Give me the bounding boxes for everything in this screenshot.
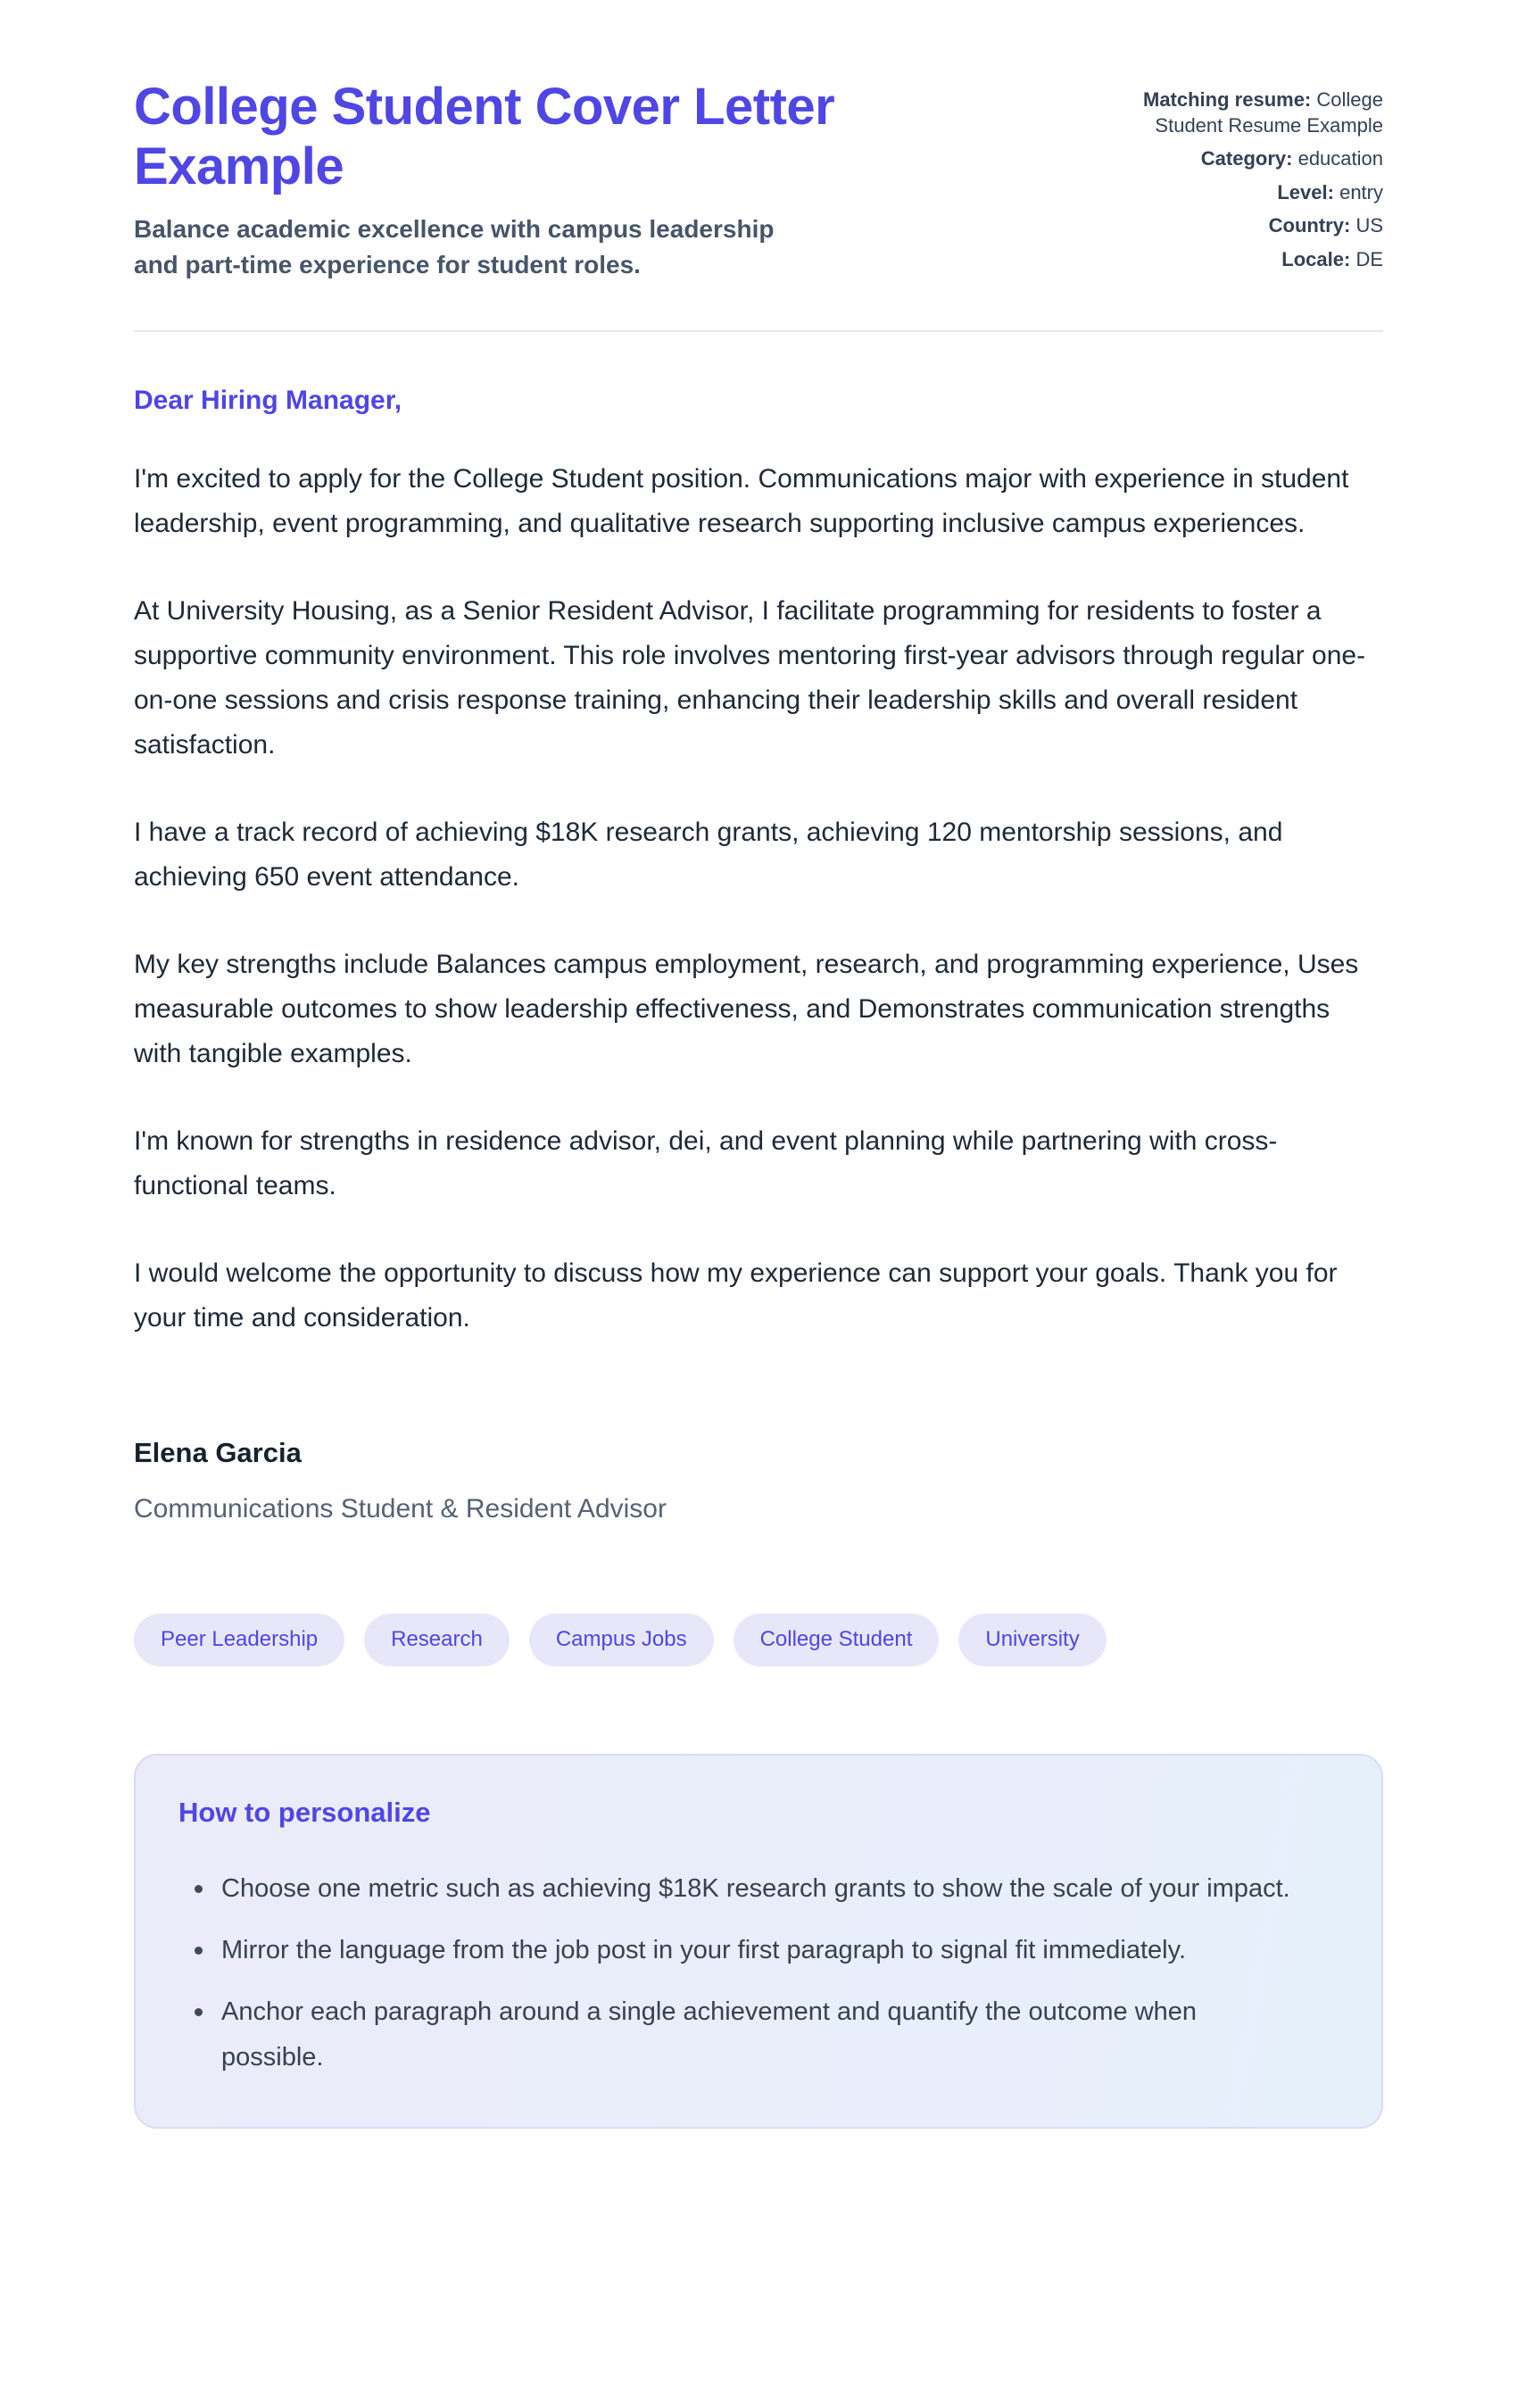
meta-category-label: Category: (1200, 147, 1293, 170)
letter-paragraph: I'm known for strengths in residence advisor, dei, and event planning while partnering with cross-functional teams. (134, 1125, 1278, 1200)
meta-level-value: entry (1339, 180, 1383, 203)
tag-campus-jobs[interactable]: Campus Jobs (529, 1614, 714, 1666)
header (134, 77, 1383, 284)
header-title-block (134, 77, 1053, 284)
meta-locale-value: DE (1355, 247, 1383, 270)
meta-matching-label: Matching resume: (1143, 88, 1312, 111)
personalize-tip: Anchor each paragraph around a single achievement and quantify the outcome when possible. (195, 1989, 1301, 2080)
header-divider (134, 330, 1383, 332)
meta-country-value: US (1355, 214, 1383, 237)
signature-role: Communications Student & Resident Advisor (134, 1493, 667, 1524)
letter-paragraph: I have a track record of achieving $18K research grants, achieving 120 mentorship sessions, and achieving 650 event attendance. (134, 817, 1283, 892)
meta-category (1089, 146, 1383, 172)
meta-country (1089, 213, 1383, 239)
meta-locale (1089, 247, 1383, 273)
meta-matching-resume (1089, 87, 1383, 138)
meta-level (1089, 180, 1383, 206)
signature-name: Elena Garcia (134, 1436, 302, 1468)
cover-letter-page (134, 0, 1383, 2227)
meta-country-label: Country: (1268, 214, 1351, 237)
tag-peer-leadership[interactable]: Peer Leadership (134, 1614, 344, 1666)
page-title: College Student Cover Letter Example (134, 78, 835, 196)
tags-list (134, 1614, 1383, 1666)
letter-greeting: Dear Hiring Manager, (134, 385, 402, 415)
resume-meta (1089, 77, 1383, 281)
personalize-title: How to personalize (178, 1796, 431, 1828)
personalize-tip: Choose one metric such as achieving $18K research grants to show the scale of your impact. (195, 1866, 1301, 1912)
letter-paragraph: At University Housing, as a Senior Resident Advisor, I facilitate programming for residents to foster a supportive community environment. This role involves mentoring first-year advisors through regular one-on-one sessions and crisis response training, enhancing their leadership skills and overall resident satisfaction. (134, 595, 1366, 760)
meta-category-value: education (1297, 147, 1383, 170)
letter-paragraph: My key strengths include Balances campus employment, research, and programming experience, Uses measurable outcomes to show leadership effectiveness, and Demonstrates communication strengths with tangible examples. (134, 949, 1359, 1068)
meta-matching-value: College Student Resume Example (1155, 88, 1383, 137)
letter-paragraph: I would welcome the opportunity to discuss how my experience can support your goals. Thank you for your time and consideration. (134, 1258, 1338, 1333)
personalize-box (134, 1754, 1383, 2129)
signature-block (134, 1437, 1383, 1524)
personalize-tip: Mirror the language from the job post in your first paragraph to signal fit immediately. (195, 1928, 1301, 1973)
tag-college-student[interactable]: College Student (734, 1614, 940, 1666)
page-subtitle: Balance academic excellence with campus leadership and part-time experience for student roles. (134, 214, 775, 279)
tag-university[interactable]: University (958, 1614, 1106, 1666)
letter-paragraph: I'm excited to apply for the College Student position. Communications major with experience in student leadership, event programming, and qualitative research supporting inclusive campus experiences. (134, 463, 1349, 538)
meta-level-label: Level: (1277, 180, 1334, 203)
tag-research[interactable]: Research (364, 1614, 510, 1666)
personalize-tips (178, 1866, 1339, 2080)
meta-locale-label: Locale: (1281, 247, 1351, 270)
letter-body (134, 386, 1383, 2129)
